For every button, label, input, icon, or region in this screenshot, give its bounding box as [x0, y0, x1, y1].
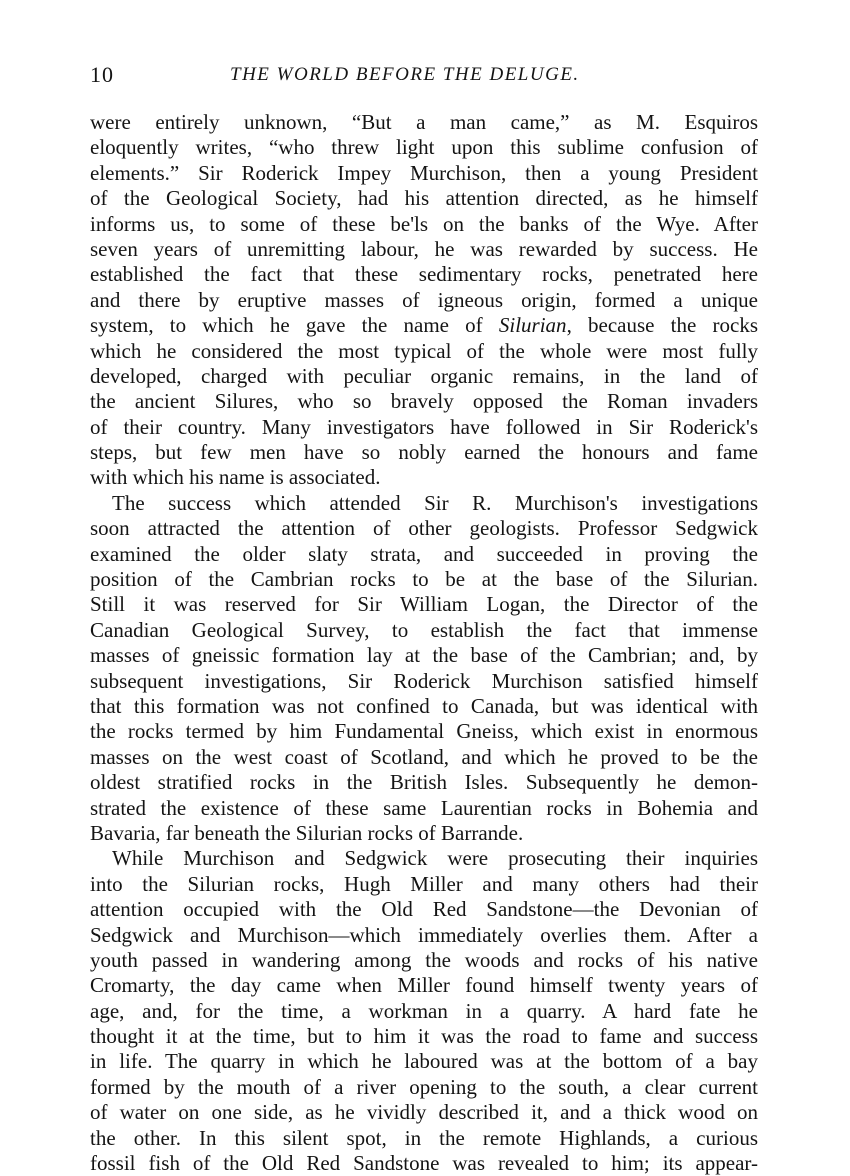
text-line: Sedgwick and Murchison—which immediately overlies them. After a — [90, 922, 758, 947]
text-line: which he considered the most typical of the whole were most fully — [90, 338, 758, 363]
text-line: examined the older slaty strata, and succeeded in proving the — [90, 541, 758, 566]
text-line: with which his name is associated. — [90, 465, 381, 490]
text-line: into the Silurian rocks, Hugh Miller and many others had their — [90, 871, 758, 896]
text-line: that this formation was not confined to Canada, but was identical with — [90, 693, 758, 718]
text-line: elements.” Sir Roderick Impey Murchison, then a young President — [90, 160, 758, 185]
text-line: established the fact that these sedimentary rocks, penetrated here — [90, 262, 758, 287]
text-line: system, to which he gave the name of Silurian, because the rocks — [90, 313, 758, 338]
text-line: the rocks termed by him Fundamental Gneiss, which exist in enormous — [90, 719, 758, 744]
text-line: of their country. Many investigators have followed in Sir Roderick's — [90, 414, 758, 439]
text-line: soon attracted the attention of other geologists. Professor Sedgwick — [90, 516, 758, 541]
text-line: subsequent investigations, Sir Roderick Murchison satisfied himself — [90, 668, 758, 693]
text-line: masses on the west coast of Scotland, and which he proved to be the — [90, 744, 758, 769]
text-line: and there by eruptive masses of igneous origin, formed a unique — [90, 287, 758, 312]
text-line: formed by the mouth of a river opening to the south, a clear current — [90, 1074, 758, 1099]
text-line: strated the existence of these same Laurentian rocks in Bohemia and — [90, 795, 758, 820]
text-line: age, and, for the time, a workman in a quarry. A hard fate he — [90, 998, 758, 1023]
text-line: informs us, to some of these be'ls on the banks of the Wye. After — [90, 211, 758, 236]
text-line: Cromarty, the day came when Miller found himself twenty years of — [90, 973, 758, 998]
text-line: of the Geological Society, had his attention directed, as he himself — [90, 186, 758, 211]
text-line: The success which attended Sir R. Murchison's investigations — [112, 490, 758, 515]
text-line: thought it at the time, but to him it was the road to fame and success — [90, 1024, 758, 1049]
text-line: oldest stratified rocks in the British Isles. Subsequently he demon- — [90, 770, 758, 795]
text-line: Still it was reserved for Sir William Logan, the Director of the — [90, 592, 758, 617]
text-line: masses of gneissic formation lay at the base of the Cambrian; and, by — [90, 643, 758, 668]
running-title: THE WORLD BEFORE THE DELUGE. — [230, 64, 580, 85]
text-line: in life. The quarry in which he laboured was at the bottom of a bay — [90, 1049, 758, 1074]
text-line: While Murchison and Sedgwick were prosecuting their inquiries — [112, 846, 758, 871]
body-text — [90, 110, 758, 1176]
text-line: youth passed in wandering among the woods and rocks of his native — [90, 947, 758, 972]
text-line: position of the Cambrian rocks to be at the base of the Silurian. — [90, 567, 758, 592]
text-line: developed, charged with peculiar organic remains, in the land of — [90, 363, 758, 388]
text-line: of water on one side, as he vividly described it, and a thick wood on — [90, 1100, 758, 1125]
text-line: steps, but few men have so nobly earned the honours and fame — [90, 440, 758, 465]
text-line: the ancient Silures, who so bravely opposed the Roman invaders — [90, 389, 758, 414]
text-line: were entirely unknown, “But a man came,” as M. Esquiros — [90, 110, 758, 134]
text-line: seven years of unremitting labour, he was rewarded by success. He — [90, 236, 758, 261]
running-header — [90, 62, 758, 92]
text-line: eloquently writes, “who threw light upon this sublime confusion of — [90, 135, 758, 160]
text-line: Canadian Geological Survey, to establish the fact that immense — [90, 617, 758, 642]
page-number: 10 — [90, 62, 114, 87]
text-line: attention occupied with the Old Red Sandstone—the Devonian of — [90, 897, 758, 922]
text-line: Bavaria, far beneath the Silurian rocks of Barrande. — [90, 820, 524, 845]
text-line: the other. In this silent spot, in the remote Highlands, a curious — [90, 1125, 758, 1150]
italic-term: Silurian — [498, 313, 567, 338]
text-line: fossil fish of the Old Red Sandstone was revealed to him; its appear- — [90, 1151, 758, 1176]
